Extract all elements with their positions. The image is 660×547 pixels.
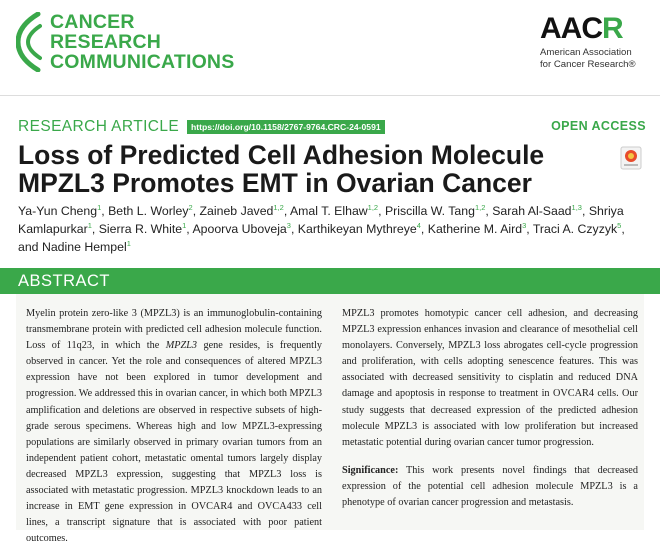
abstract-column-left — [26, 306, 322, 547]
author-name[interactable]: Shriya Kamlapurkar — [18, 204, 624, 237]
article-title — [18, 141, 598, 197]
author-affiliation[interactable]: 1,2 — [367, 203, 379, 212]
journal-line: CANCER — [50, 11, 135, 33]
abstract-heading: ABSTRACT — [18, 272, 111, 290]
author-name[interactable]: Karthikeyan Mythreye — [297, 222, 417, 237]
author-name[interactable]: Sierra R. White — [98, 222, 183, 237]
author-affiliation[interactable]: 1 — [126, 239, 131, 249]
author-affiliation[interactable]: 1,3 — [571, 203, 582, 212]
author-affiliation[interactable]: 1 — [182, 221, 187, 231]
significance-label: Significance: — [342, 464, 399, 476]
author-affiliation[interactable]: 3 — [286, 221, 291, 231]
author-affiliation[interactable]: 3 — [522, 221, 527, 231]
author-name[interactable]: Amal T. Elhaw — [289, 204, 368, 218]
header-divider — [0, 95, 660, 96]
author-affiliation[interactable]: 5 — [617, 221, 622, 231]
aacr-logo-accent: R — [602, 12, 623, 45]
publisher-tagline-line: for Cancer Research® — [540, 58, 636, 70]
journal-title — [50, 12, 234, 72]
author-name[interactable]: Zaineb Javed — [199, 204, 274, 218]
publisher-tagline — [540, 47, 650, 70]
author-name[interactable]: Ya-Yun Cheng — [18, 204, 98, 218]
significance-paragraph — [342, 463, 638, 511]
author-name[interactable]: Katherine M. Aird — [427, 222, 523, 237]
open-access-label: OPEN ACCESS — [551, 119, 646, 133]
author-name[interactable]: Traci A. Czyzyk — [532, 222, 618, 237]
check-for-updates-icon[interactable] — [620, 146, 642, 170]
title-line: Loss of Predicted Cell Adhesion Molecule — [18, 140, 545, 170]
author-name[interactable]: Beth L. Worley — [108, 204, 189, 218]
journal-line: RESEARCH — [50, 31, 162, 53]
article-type: RESEARCH ARTICLE — [18, 118, 180, 135]
aacr-logo-main: AACR — [540, 12, 623, 45]
author-affiliation[interactable]: 1,2 — [273, 203, 284, 212]
author-name[interactable]: Priscilla W. Tang — [384, 204, 475, 218]
journal-logo-icon — [16, 12, 42, 72]
author-affiliation[interactable]: 1 — [97, 203, 102, 212]
publisher-logo[interactable] — [540, 14, 650, 70]
author-name[interactable]: Nadine Hempel — [41, 240, 127, 255]
journal-line: COMMUNICATIONS — [50, 51, 235, 73]
author-affiliation[interactable]: 4 — [416, 221, 421, 231]
publisher-tagline-line: American Association — [540, 47, 632, 58]
author-affiliation[interactable]: 1,2 — [474, 203, 486, 212]
significance-text: This work presents novel findings that decreased expression of the potential cell adhesion molecule MPZL3 is a phenotype of ovarian cancer progression and metastasis. — [342, 464, 638, 509]
abstract-text: MPZL3 promotes homotypic cancer cell adhesion, and decreasing MPZL3 expression enhances invasion and clearance of mesothelial cell monolayers. Conversely, MPZL3 loss abrogates cell-cycle progression and proliferation, with cells adopting senescence features. This was associated with decreased sensitivity to cisplatin and reduced DNA damage and apoptosis in response to treatment in OVCAR4 cells. Our study suggests that decreased expression of the predicted adhesion molecule MPZL3 is associated with low proliferation but increased metastatic potential during ovarian cancer tumor progression. — [342, 308, 638, 448]
title-line: MPZL3 Promotes EMT in Ovarian Cancer — [18, 168, 532, 198]
abstract-text: Myelin protein zero-like 3 (MPZL3) is an immunoglobulin-containing transmembrane protein with predicted cell adhesion molecule function. Loss of 11q23, in which the — [26, 308, 322, 352]
author-affiliation[interactable]: 2 — [188, 203, 193, 212]
aacr-logo-text — [540, 14, 650, 44]
author-affiliation[interactable]: 1 — [87, 221, 92, 231]
abstract-column-right — [342, 306, 638, 511]
author-list: Ya-Yun Cheng$^1$, Beth L. Worley$^2$, Zaineb Javed$^{1,2}$, Amal T. Elhaw$^{1,2}$, Priscilla W. Tang$^{1,2}$, Sarah Al-Saad$^{1,3}$, Shriya Kamlapurkar$^1$, Sierra R. White$^1$, Apoorva Uboveja$^3$, Karthikeyan Mythreye$^4$, Katherine M. Aird$^3$, Traci A. Czyzyk$^5$, and Nadine Hempel$^1$ — [18, 203, 625, 255]
doi-link[interactable]: https://doi.org/10.1158/2767-9764.CRC-24-0591 — [187, 120, 385, 134]
abstract-text: gene resides, is frequently observed in cancer. Yet the role and consequences of altered MPZL3 expression have not been explored in tumor development and progression. We addressed this in ovarian cancer, in which both MPZL3 amplification and deletions are observed in respective subsets of high-grade serous specimens. Whereas high and low MPZL3-expressing populations are similarly observed in primary ovarian tumors from an independent patient cohort, metastatic omental tumors largely display decreased MPZL3 expression, suggesting that MPZL3 loss is associated with metastatic progression. MPZL3 knockdown leads to an increase in EMT gene expression in OVCAR4 and OVCA433 cell lines, a transcript signature that is associated with poor patient outcomes. — [26, 340, 322, 545]
gene-name: MPZL3 — [165, 340, 198, 352]
author-name[interactable]: Sarah Al-Saad — [492, 204, 572, 218]
author-name[interactable]: Apoorva Uboveja — [192, 222, 287, 237]
